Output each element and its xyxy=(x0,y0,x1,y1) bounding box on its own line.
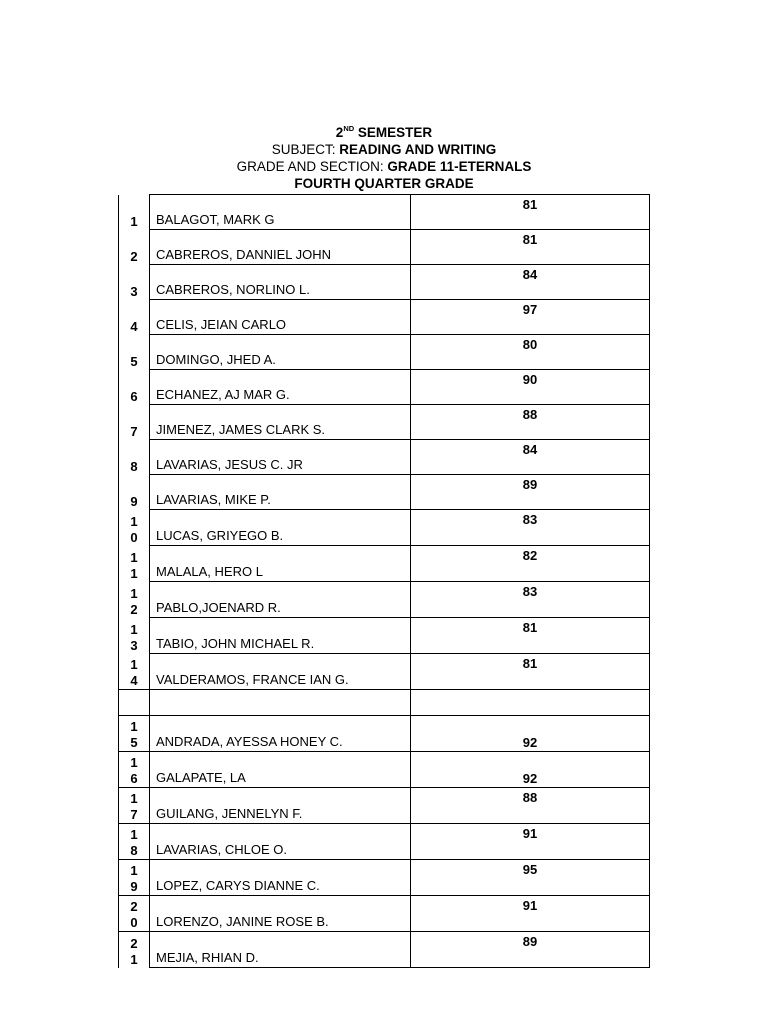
student-row xyxy=(119,824,650,860)
grade-value: 81 xyxy=(522,197,538,212)
student-row xyxy=(119,716,650,752)
student-name: LAVARIAS, JESUS C. JR xyxy=(150,440,411,475)
student-row xyxy=(119,654,650,690)
student-name: LAVARIAS, CHLOE O. xyxy=(150,824,411,860)
student-row xyxy=(119,582,650,618)
row-number-cell xyxy=(119,195,150,230)
student-row xyxy=(119,300,650,335)
blank-cell xyxy=(119,690,150,716)
row-number-tens: 1 xyxy=(130,827,138,842)
grade-cell xyxy=(411,265,650,300)
row-number: 2 xyxy=(130,248,138,264)
student-row xyxy=(119,618,650,654)
row-number-cell xyxy=(119,475,150,510)
row-number-cell xyxy=(119,896,150,932)
student-name: BALAGOT, MARK G xyxy=(150,195,411,230)
grade-value: 92 xyxy=(522,735,538,750)
grade-cell xyxy=(411,440,650,475)
row-number-cell xyxy=(119,440,150,475)
semester-label: SEMESTER xyxy=(357,125,433,140)
student-name: PABLO,JOENARD R. xyxy=(150,582,411,618)
grade-cell xyxy=(411,618,650,654)
row-number-tens: 1 xyxy=(130,657,138,672)
grade-value: 81 xyxy=(522,620,538,635)
student-name: MEJIA, RHIAN D. xyxy=(150,932,411,968)
row-number-cell xyxy=(119,265,150,300)
student-row xyxy=(119,370,650,405)
row-number-ones: 1 xyxy=(130,565,138,581)
quarter-label: FOURTH QUARTER GRADE xyxy=(294,176,474,191)
student-name: CABREROS, DANNIEL JOHN xyxy=(150,230,411,265)
grade-cell xyxy=(411,405,650,440)
student-row xyxy=(119,265,650,300)
row-number-ones: 5 xyxy=(130,735,138,750)
student-name: JIMENEZ, JAMES CLARK S. xyxy=(150,405,411,440)
grade-cell xyxy=(411,654,650,690)
semester-ordinal: ND xyxy=(343,124,355,133)
row-number-ones: 9 xyxy=(130,879,138,894)
student-row xyxy=(119,896,650,932)
row-number-ones: 3 xyxy=(130,637,138,653)
row-number-cell xyxy=(119,405,150,440)
quarter-line xyxy=(0,175,768,192)
row-number-ones: 0 xyxy=(130,529,138,545)
student-row xyxy=(119,335,650,370)
grades-table-body xyxy=(119,195,650,968)
grades-table xyxy=(118,194,650,968)
row-number-tens: 1 xyxy=(130,513,138,529)
grade-value: 91 xyxy=(522,826,538,841)
row-number-tens: 1 xyxy=(130,755,138,770)
row-number: 6 xyxy=(130,388,138,404)
student-name: CABREROS, NORLINO L. xyxy=(150,265,411,300)
grade-value: 83 xyxy=(522,512,538,527)
row-number-cell xyxy=(119,370,150,405)
row-number: 7 xyxy=(130,423,138,439)
section-line xyxy=(0,158,768,175)
row-number-cell xyxy=(119,510,150,546)
grade-cell xyxy=(411,335,650,370)
student-row xyxy=(119,230,650,265)
student-row xyxy=(119,788,650,824)
row-number-cell xyxy=(119,788,150,824)
grade-cell xyxy=(411,475,650,510)
row-number-ones: 0 xyxy=(130,915,138,930)
grade-cell xyxy=(411,300,650,335)
row-number-cell xyxy=(119,716,150,752)
grade-value: 89 xyxy=(522,934,538,949)
grade-value: 84 xyxy=(522,442,538,457)
grade-cell xyxy=(411,896,650,932)
grade-value: 89 xyxy=(522,477,538,492)
row-number-cell xyxy=(119,932,150,968)
student-name: LAVARIAS, MIKE P. xyxy=(150,475,411,510)
subject-line xyxy=(0,141,768,158)
student-row xyxy=(119,475,650,510)
grade-cell xyxy=(411,370,650,405)
row-number-tens: 2 xyxy=(130,899,138,914)
row-number-ones: 6 xyxy=(130,771,138,786)
grade-value: 95 xyxy=(522,862,538,877)
student-name: GUILANG, JENNELYN F. xyxy=(150,788,411,824)
grade-value: 97 xyxy=(522,302,538,317)
section-value: GRADE 11-ETERNALS xyxy=(387,159,532,174)
blank-cell xyxy=(411,690,650,716)
row-number: 4 xyxy=(130,318,138,334)
row-number: 1 xyxy=(130,213,138,229)
student-row xyxy=(119,860,650,896)
grade-value: 81 xyxy=(522,232,538,247)
grade-value: 88 xyxy=(522,407,538,422)
grade-value: 88 xyxy=(522,790,538,805)
row-number: 3 xyxy=(130,283,138,299)
row-number-cell xyxy=(119,335,150,370)
student-row xyxy=(119,546,650,582)
grade-cell xyxy=(411,860,650,896)
grade-cell xyxy=(411,230,650,265)
grade-cell xyxy=(411,582,650,618)
student-name: MALALA, HERO L xyxy=(150,546,411,582)
subject-value: READING AND WRITING xyxy=(339,142,497,157)
student-row xyxy=(119,195,650,230)
row-number-tens: 1 xyxy=(130,585,138,601)
row-number-cell xyxy=(119,824,150,860)
row-number-cell xyxy=(119,654,150,690)
grade-value: 92 xyxy=(522,771,538,786)
grade-cell xyxy=(411,788,650,824)
row-number-ones: 8 xyxy=(130,843,138,858)
grade-value: 91 xyxy=(522,898,538,913)
row-number-ones: 4 xyxy=(130,673,138,688)
student-row xyxy=(119,405,650,440)
student-name: ECHANEZ, AJ MAR G. xyxy=(150,370,411,405)
student-name: DOMINGO, JHED A. xyxy=(150,335,411,370)
grade-value: 82 xyxy=(522,548,538,563)
grade-value: 83 xyxy=(522,584,538,599)
section-label: GRADE AND SECTION: xyxy=(236,159,384,174)
grade-value: 84 xyxy=(522,267,538,282)
grade-cell xyxy=(411,546,650,582)
row-number: 8 xyxy=(130,458,138,474)
row-number-tens: 1 xyxy=(130,791,138,806)
row-number-ones: 1 xyxy=(130,951,138,967)
grade-value: 90 xyxy=(522,372,538,387)
grade-cell xyxy=(411,932,650,968)
semester-line xyxy=(0,124,768,141)
row-number-tens: 1 xyxy=(130,621,138,637)
student-name: LORENZO, JANINE ROSE B. xyxy=(150,896,411,932)
student-name: CELIS, JEIAN CARLO xyxy=(150,300,411,335)
grade-cell xyxy=(411,752,650,788)
student-row xyxy=(119,932,650,968)
student-name: TABIO, JOHN MICHAEL R. xyxy=(150,618,411,654)
row-number-cell xyxy=(119,752,150,788)
row-number-ones: 2 xyxy=(130,601,138,617)
row-number: 9 xyxy=(130,493,138,509)
row-number-cell xyxy=(119,860,150,896)
row-number-cell xyxy=(119,300,150,335)
row-number: 5 xyxy=(130,353,138,369)
blank-separator-row xyxy=(119,690,650,716)
row-number-tens: 1 xyxy=(130,863,138,878)
student-name: VALDERAMOS, FRANCE IAN G. xyxy=(150,654,411,690)
row-number-tens: 1 xyxy=(130,719,138,734)
row-number-cell xyxy=(119,546,150,582)
student-row xyxy=(119,440,650,475)
row-number-ones: 7 xyxy=(130,807,138,822)
student-name: GALAPATE, LA xyxy=(150,752,411,788)
row-number-cell xyxy=(119,582,150,618)
subject-label: SUBJECT: xyxy=(271,142,336,157)
blank-cell xyxy=(150,690,411,716)
document-header xyxy=(0,124,768,192)
student-row xyxy=(119,752,650,788)
grade-cell xyxy=(411,716,650,752)
row-number-tens: 1 xyxy=(130,549,138,565)
grade-cell xyxy=(411,510,650,546)
row-number-tens: 2 xyxy=(130,935,138,951)
grade-value: 80 xyxy=(522,337,538,352)
student-name: LOPEZ, CARYS DIANNE C. xyxy=(150,860,411,896)
grade-value: 81 xyxy=(522,656,538,671)
semester-number: 2 xyxy=(335,125,344,140)
grade-cell xyxy=(411,824,650,860)
student-name: ANDRADA, AYESSA HONEY C. xyxy=(150,716,411,752)
student-name: LUCAS, GRIYEGO B. xyxy=(150,510,411,546)
row-number-cell xyxy=(119,230,150,265)
row-number-cell xyxy=(119,618,150,654)
grade-cell xyxy=(411,195,650,230)
student-row xyxy=(119,510,650,546)
